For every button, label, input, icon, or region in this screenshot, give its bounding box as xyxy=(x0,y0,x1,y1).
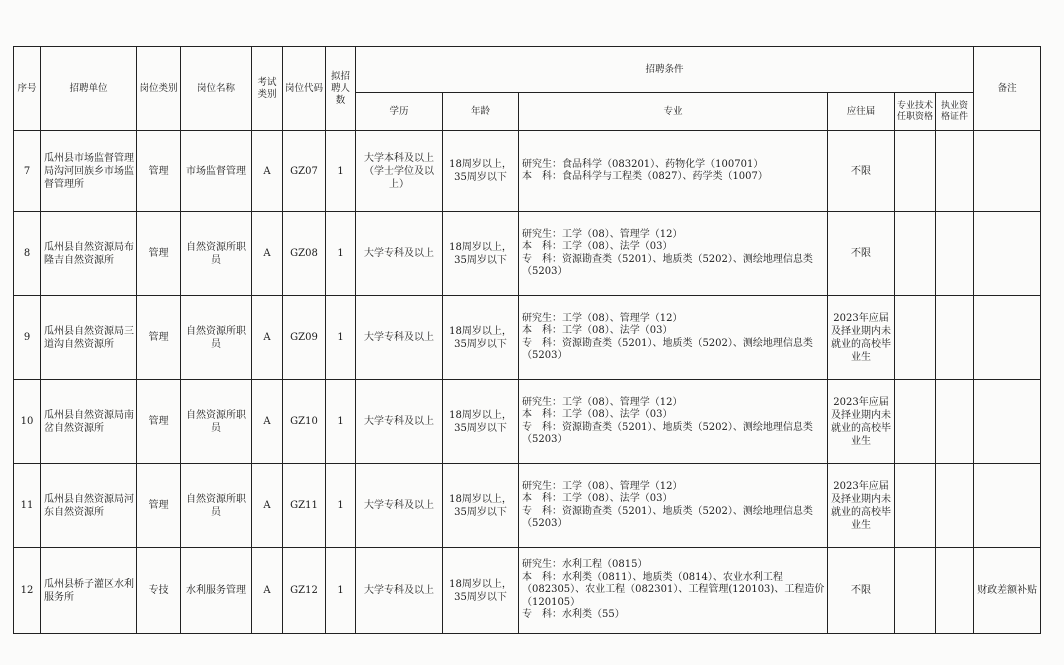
cell-remarks xyxy=(974,380,1041,464)
cell-age: 18周岁以上，35周岁以下 xyxy=(443,131,519,212)
cell-post-type: 管理 xyxy=(137,212,181,296)
cell-post-name: 自然资源所职员 xyxy=(181,212,252,296)
cell-seq: 8 xyxy=(14,212,41,296)
cell-major xyxy=(519,296,828,380)
major-line: 专 科：水利类（55） xyxy=(522,609,625,621)
cell-post-name: 自然资源所职员 xyxy=(181,296,252,380)
cell-graduate: 2023年应届及择业期内未就业的高校毕业生 xyxy=(828,380,895,464)
header-post-name: 岗位名称 xyxy=(181,47,252,131)
cell-license xyxy=(936,296,974,380)
cell-seq: 9 xyxy=(14,296,41,380)
cell-post-code: GZ08 xyxy=(283,212,326,296)
cell-graduate: 不限 xyxy=(828,548,895,634)
cell-post-code: GZ12 xyxy=(283,548,326,634)
cell-age: 18周岁以上，35周岁以下 xyxy=(443,464,519,548)
cell-post-type: 专技 xyxy=(137,548,181,634)
cell-major xyxy=(519,464,828,548)
header-hire-count: 拟招聘人数 xyxy=(326,47,356,131)
cell-graduate: 2023年应届及择业期内未就业的高校毕业生 xyxy=(828,464,895,548)
cell-remarks xyxy=(974,212,1041,296)
cell-license xyxy=(936,131,974,212)
cell-post-code: GZ10 xyxy=(283,380,326,464)
cell-major xyxy=(519,131,828,212)
cell-post-code: GZ11 xyxy=(283,464,326,548)
header-tech-qual: 专业技术任职资格 xyxy=(895,93,936,131)
major-line: 专 科：资源勘查类（5201）、地质类（5202）、测绘地理信息类（5203） xyxy=(522,505,813,529)
major-line: 本 科：工学（08）、法学（03） xyxy=(522,241,673,252)
header-age: 年龄 xyxy=(443,93,519,131)
cell-unit: 瓜州县市场监督管理局沟河回族乡市场监督管理所 xyxy=(41,131,137,212)
major-line: 本 科：工学（08）、法学（03） xyxy=(522,409,673,420)
cell-license xyxy=(936,548,974,634)
header-unit: 招聘单位 xyxy=(41,47,137,131)
major-line: 专 科：资源勘查类（5201）、地质类（5202）、测绘地理信息类（5203） xyxy=(522,421,813,445)
cell-tech-qual xyxy=(895,296,936,380)
major-line: 研究生：工学（08）、管理学（12） xyxy=(522,228,683,240)
cell-remarks xyxy=(974,464,1041,548)
cell-license xyxy=(936,212,974,296)
cell-exam-type: A xyxy=(252,380,283,464)
header-post-code: 岗位代码 xyxy=(283,47,326,131)
cell-license xyxy=(936,464,974,548)
header-conditions: 招聘条件 xyxy=(356,47,974,93)
header-exam-type: 考试类别 xyxy=(252,47,283,131)
cell-hire-count: 1 xyxy=(326,131,356,212)
major-line: 专 科：资源勘查类（5201）、地质类（5202）、测绘地理信息类（5203） xyxy=(522,337,813,361)
cell-post-type: 管理 xyxy=(137,131,181,212)
cell-unit: 瓜州县自然资源局布隆吉自然资源所 xyxy=(41,212,137,296)
cell-tech-qual xyxy=(895,380,936,464)
major-line: 本 科：食品科学与工程类（0827）、药学类（1007） xyxy=(522,171,768,182)
cell-education: 大学专科及以上 xyxy=(356,296,443,380)
major-line: 研究生：食品科学（083201）、药物化学（100701） xyxy=(522,158,764,170)
cell-hire-count: 1 xyxy=(326,296,356,380)
cell-exam-type: A xyxy=(252,548,283,634)
cell-post-type: 管理 xyxy=(137,296,181,380)
cell-tech-qual xyxy=(895,212,936,296)
cell-seq: 12 xyxy=(14,548,41,634)
major-line: 本 科：工学（08）、法学（03） xyxy=(522,493,673,504)
cell-major xyxy=(519,380,828,464)
cell-age: 18周岁以上，35周岁以下 xyxy=(443,548,519,634)
cell-graduate: 不限 xyxy=(828,131,895,212)
cell-hire-count: 1 xyxy=(326,548,356,634)
cell-seq: 7 xyxy=(14,131,41,212)
major-line: 研究生：水利工程（0815） xyxy=(522,559,648,571)
major-line: 本 科：水利类（0811）、地质类（0814）、农业水利工程（082305）、农业工程（082301）、工程管理(120103)、工程造价（120105） xyxy=(522,571,825,608)
cell-exam-type: A xyxy=(252,212,283,296)
cell-license xyxy=(936,380,974,464)
cell-unit: 瓜州县桥子灌区水利服务所 xyxy=(41,548,137,634)
cell-tech-qual xyxy=(895,548,936,634)
cell-post-type: 管理 xyxy=(137,464,181,548)
major-line: 研究生：工学（08）、管理学（12） xyxy=(522,396,683,408)
cell-post-code: GZ09 xyxy=(283,296,326,380)
table-row xyxy=(14,131,1041,212)
cell-education: 大学本科及以上（学士学位及以上） xyxy=(356,131,443,212)
table-row xyxy=(14,464,1041,548)
cell-post-name: 水利服务管理 xyxy=(181,548,252,634)
cell-education: 大学专科及以上 xyxy=(356,380,443,464)
cell-education: 大学专科及以上 xyxy=(356,548,443,634)
cell-hire-count: 1 xyxy=(326,380,356,464)
cell-exam-type: A xyxy=(252,296,283,380)
major-line: 本 科：工学（08）、法学（03） xyxy=(522,325,673,336)
cell-age: 18周岁以上，35周岁以下 xyxy=(443,380,519,464)
cell-age: 18周岁以上，35周岁以下 xyxy=(443,296,519,380)
cell-seq: 11 xyxy=(14,464,41,548)
cell-exam-type: A xyxy=(252,131,283,212)
cell-post-name: 自然资源所职员 xyxy=(181,380,252,464)
cell-age: 18周岁以上，35周岁以下 xyxy=(443,212,519,296)
cell-unit: 瓜州县自然资源局三道沟自然资源所 xyxy=(41,296,137,380)
cell-graduate: 2023年应届及择业期内未就业的高校毕业生 xyxy=(828,296,895,380)
cell-graduate: 不限 xyxy=(828,212,895,296)
cell-unit: 瓜州县自然资源局南岔自然资源所 xyxy=(41,380,137,464)
recruitment-table xyxy=(13,46,1041,634)
cell-post-name: 自然资源所职员 xyxy=(181,464,252,548)
table-row xyxy=(14,296,1041,380)
cell-hire-count: 1 xyxy=(326,464,356,548)
cell-post-code: GZ07 xyxy=(283,131,326,212)
major-line: 研究生：工学（08）、管理学（12） xyxy=(522,312,683,324)
header-education: 学历 xyxy=(356,93,443,131)
table-row xyxy=(14,212,1041,296)
header-license: 执业资格证件 xyxy=(936,93,974,131)
cell-remarks xyxy=(974,131,1041,212)
table-row xyxy=(14,548,1041,634)
cell-unit: 瓜州县自然资源局河东自然资源所 xyxy=(41,464,137,548)
cell-seq: 10 xyxy=(14,380,41,464)
cell-exam-type: A xyxy=(252,464,283,548)
header-post-type: 岗位类别 xyxy=(137,47,181,131)
major-line: 专 科：资源勘查类（5201）、地质类（5202）、测绘地理信息类（5203） xyxy=(522,253,813,277)
header-seq: 序号 xyxy=(14,47,41,131)
cell-post-name: 市场监督管理 xyxy=(181,131,252,212)
table-row xyxy=(14,380,1041,464)
header-major: 专业 xyxy=(519,93,828,131)
cell-major xyxy=(519,548,828,634)
cell-education: 大学专科及以上 xyxy=(356,464,443,548)
cell-post-type: 管理 xyxy=(137,380,181,464)
header-graduate: 应往届 xyxy=(828,93,895,131)
cell-remarks: 财政差额补贴 xyxy=(974,548,1041,634)
cell-tech-qual xyxy=(895,131,936,212)
cell-education: 大学专科及以上 xyxy=(356,212,443,296)
cell-tech-qual xyxy=(895,464,936,548)
cell-hire-count: 1 xyxy=(326,212,356,296)
cell-remarks xyxy=(974,296,1041,380)
major-line: 研究生：工学（08）、管理学（12） xyxy=(522,480,683,492)
header-remarks: 备注 xyxy=(974,47,1041,131)
cell-major xyxy=(519,212,828,296)
